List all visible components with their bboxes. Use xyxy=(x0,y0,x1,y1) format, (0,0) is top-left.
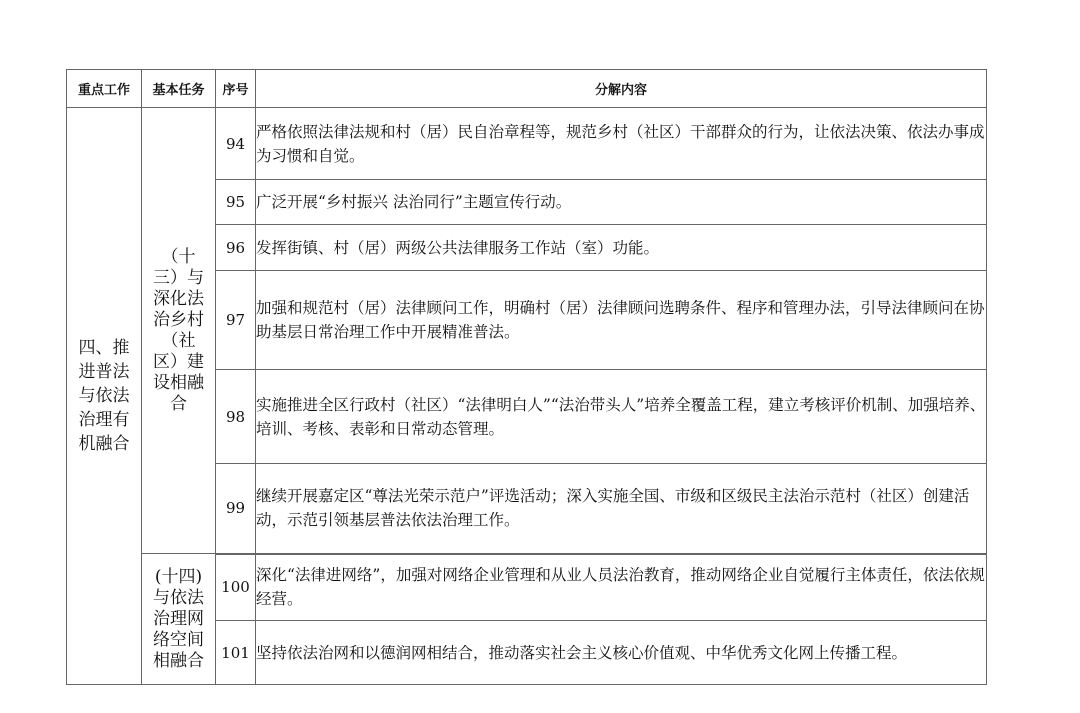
row-number: 99 xyxy=(216,464,256,554)
row-number: 95 xyxy=(216,180,256,225)
row-content: 继续开展嘉定区“尊法光荣示范户”评选活动；深入实施全国、市级和区级民主法治示范村（社区）创建活动，示范引领基层普法依法治理工作。 xyxy=(256,464,987,554)
table-row xyxy=(67,554,987,621)
row-content: 实施推进全区行政村（社区）“法律明白人”“法治带头人”培养全覆盖工程，建立考核评价机制、加强培养、培训、考核、表彰和日常动态管理。 xyxy=(256,370,987,464)
task-breakdown-table xyxy=(66,69,987,685)
basic-task-cell-13 xyxy=(142,108,216,554)
row-content: 坚持依法治网和以德润网相结合，推动落实社会主义核心价值观、中华优秀文化网上传播工程。 xyxy=(256,621,987,685)
row-number: 97 xyxy=(216,271,256,370)
key-work-text: 四、推 进普法 与依法 治理有 机融合 xyxy=(78,338,130,454)
basic-task-13-text: （十 三）与 深化法 治乡村 （社 区）建 设相融 合 xyxy=(153,246,204,414)
row-number: 101 xyxy=(216,621,256,685)
key-work-cell xyxy=(67,108,142,685)
basic-task-14-text: (十四) 与依法 治理网 络空间 相融合 xyxy=(153,566,204,671)
row-content: 加强和规范村（居）法律顾问工作，明确村（居）法律顾问选聘条件、程序和管理办法，引导法律顾问在协助基层日常治理工作中开展精准普法。 xyxy=(256,271,987,370)
row-number: 100 xyxy=(216,554,256,621)
row-content: 严格依照法律法规和村（居）民自治章程等，规范乡村（社区）干部群众的行为，让依法决策、依法办事成为习惯和自觉。 xyxy=(256,108,987,180)
row-number: 96 xyxy=(216,225,256,271)
header-basic-task: 基本任务 xyxy=(142,70,216,108)
row-number: 94 xyxy=(216,108,256,180)
row-content: 深化“法律进网络”，加强对网络企业管理和从业人员法治教育，推动网络企业自觉履行主体责任，依法依规经营。 xyxy=(256,554,987,621)
table-row xyxy=(67,108,987,180)
header-row xyxy=(67,70,987,108)
header-number: 序号 xyxy=(216,70,256,108)
header-key-work: 重点工作 xyxy=(67,70,142,108)
basic-task-cell-14 xyxy=(142,554,216,685)
row-content: 广泛开展“乡村振兴 法治同行”主题宣传行动。 xyxy=(256,180,987,225)
row-content: 发挥街镇、村（居）两级公共法律服务工作站（室）功能。 xyxy=(256,225,987,271)
header-content: 分解内容 xyxy=(256,70,987,108)
row-number: 98 xyxy=(216,370,256,464)
